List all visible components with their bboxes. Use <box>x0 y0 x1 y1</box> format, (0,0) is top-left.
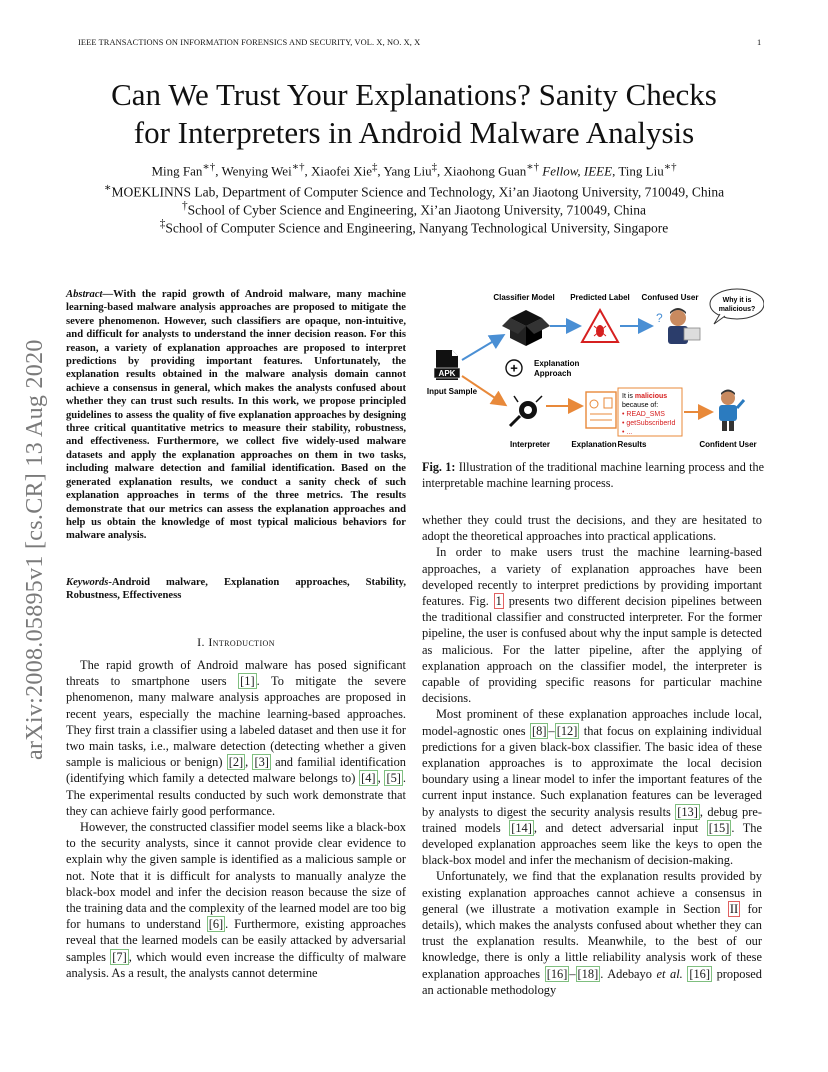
citation-link[interactable]: [7] <box>112 949 127 964</box>
citation-link[interactable]: [5] <box>386 771 401 786</box>
author-name: Ming Fan <box>151 163 203 179</box>
result-item-2: • getSubscriberId <box>622 420 676 427</box>
figure-reference-link[interactable]: 1 <box>495 594 502 609</box>
author-mark: ‡ <box>372 161 378 173</box>
abstract-text: —With the rapid growth of Android malware, many machine learning-based malware analysis approaches are proposed to mitigate the severe phenomenon. However, such classifiers are opaque, non-intuitive, and difficult for analysts to understand the inner decision reason. For this reason, a variety of explanation approaches are proposed to interpret predictions by providing important features. Unfortunately, the explanation results obtained in the malware analysis domain cannot achieve a consensus in general, which makes the analysts confused about whether they can trust such results. In this work, we propose principled guidelines to assess the quality of five explanation approaches by designing three critical quantitative metrics to measure their stability, robustness, and effectiveness. Furthermore, we collect five widely-used malware datasets and apply the explanation approaches on them in two tasks, including malware detection and familial identification. Based on the generated explanation results, we conduct a sanity check of such explanation approaches in terms of the three metrics. The results demonstrate that our metrics can assess the explanation approaches and help us obtain the knowledge of most typical malicious behaviors for malware analysis. <box>66 289 406 542</box>
affiliation-mark: † <box>181 200 188 212</box>
label-explanation-line-1: Explanation <box>534 359 580 368</box>
result-line-2: because of: <box>622 402 659 409</box>
keywords-text: -Android malware, Explanation approaches, Stability, Robustness, Effectiveness <box>66 577 406 602</box>
title-line-2: for Interpreters in Android Malware Analysis <box>133 115 695 150</box>
label-confident-user: Confident User <box>699 440 757 449</box>
page-number: 1 <box>757 38 762 47</box>
result-item-1: • READ_SMS <box>622 411 665 418</box>
section-number: I. <box>197 635 205 649</box>
affiliation-text: School of Cyber Science and Engineering, Xi’an Jiaotong University, 710049, China <box>187 202 647 218</box>
author-mark: ∗† <box>526 161 540 173</box>
section-reference-link[interactable]: II <box>729 901 739 916</box>
label-classifier-model: Classifier Model <box>493 293 555 302</box>
author-name: Ting Liu <box>618 163 664 179</box>
caption-label: Fig. 1: <box>422 460 456 474</box>
title-line-1: Can We Trust Your Explanations? Sanity Checks <box>111 77 717 112</box>
caption-text: Illustration of the traditional machine learning process and the interpretable machine learning process. <box>422 460 764 490</box>
citation-link[interactable]: [4] <box>361 771 376 786</box>
paragraph: However, the constructed classifier model seems like a black-box to the security analysts, since it cannot provide clear evidence to explain why the given sample is identified as a malicious sample or not. Note that it is difficult for analysts to manually analyze the black-box model and infer the decision reason because the size of the training data and the complexity of the learned model are too big for humans to understand [6] . Furthermore, existing approaches reveal that the learned models can be easily attacked by adversarial samples [7] , which would even increase the difficulty of malware analysis. As a result, the analysts cannot determine <box>66 820 406 980</box>
section-title: Introduction <box>208 635 275 649</box>
citation-link[interactable]: [18] <box>577 966 599 981</box>
results-document-icon <box>586 392 616 428</box>
label-results: Results <box>617 440 647 449</box>
result-card <box>618 388 682 436</box>
plus-sign: + <box>510 360 518 376</box>
citation-link[interactable]: [2] <box>228 755 244 770</box>
citation-link[interactable]: [8] <box>532 723 547 738</box>
author-mark: ∗† <box>202 161 216 173</box>
result-item-3: • ... <box>622 429 633 436</box>
affiliation-mark: ‡ <box>159 218 166 230</box>
bug-icon <box>582 310 618 342</box>
paragraph: whether they could trust the decisions, and they are hesitated to adopt the theoretical approaches into practical applications. <box>422 513 762 544</box>
confident-user-icon <box>719 390 744 432</box>
citation-link[interactable]: [13] <box>677 804 698 819</box>
citation-link[interactable]: [14] <box>511 820 532 835</box>
interpreter-icon <box>510 396 542 426</box>
author-list: Ming Fan∗†, Wenying Wei∗†, Xiaofei Xie‡, Yang Liu‡, Xiaohong Guan∗† Fellow, IEEE, Ting Liu∗† <box>151 161 677 179</box>
citation-link[interactable]: [12] <box>556 723 578 738</box>
confused-user-icon <box>656 308 700 344</box>
label-explanation-line-2: Approach <box>534 369 572 378</box>
author-mark: ∗† <box>291 161 305 173</box>
bubble-line-2: malicious? <box>718 306 756 313</box>
citation-link[interactable]: [16] <box>546 966 568 981</box>
right-column-body <box>422 512 762 998</box>
abstract <box>66 288 406 543</box>
keywords-label: Keywords <box>66 577 109 588</box>
paragraph: Unfortunately, we find that the explanation results provided by existing explanation approaches cannot achieve a consensus in general (we illustrate a motivation example in Section II for details), which makes the analysts confused about whether they can trust the explanation results. Meanwhile, to the best of our knowledge, there is only a little reliability analysis work of these explanation approaches [16] – [18] . Adebayo et al. [16] proposed an actionable methodology <box>422 869 762 997</box>
author-name: Yang Liu <box>383 163 432 179</box>
citation-link[interactable]: [15] <box>708 820 730 835</box>
author-mark: ∗† <box>663 161 677 173</box>
running-header: IEEE TRANSACTIONS ON INFORMATION FORENSICS AND SECURITY, VOL. X, NO. X, X <box>78 38 421 47</box>
citation-link[interactable]: [6] <box>208 917 224 932</box>
paragraph: Most prominent of these explanation approaches include local, model-agnostic ones [8] – [12] that focus on explaining individual predictions for a given black-box classifier. The basic idea of these explanation approaches is to approximate the local decision boundary using a linear model to infer the important features of the current input instance. Such explanation features can be leveraged by analysts to digest the security analysis results [13] , debug pre-trained models [14] , and detect adversarial input [15] . The developed explanation approaches seem like the keys to open the black-box model and infer the mechanism of decision-making. <box>422 707 762 868</box>
author-name: Wenying Wei <box>221 163 292 179</box>
author-name: Xiaofei Xie <box>310 163 372 179</box>
author-mark: ‡ <box>431 161 438 173</box>
affiliation-mark: ∗ <box>103 182 112 194</box>
paragraph: In order to make users trust the machine learning-based approaches, a variety of explanation approaches have been developed recently to interpret predictions by providing important features. Fig. 1 presents two different decision pipelines between the traditional classifier and constructed interpreter. For the former pipeline, the user is confused about why the input sample is detected as malicious. For the latter pipeline, after the applying of explanation approach on the classifier model, the interpreter is capable of providing specific reasons for particular machine decisions. <box>422 545 762 706</box>
affiliation-text: School of Computer Science and Engineering, Nanyang Technological University, Singapore <box>165 220 669 236</box>
figure-caption <box>422 459 764 491</box>
abstract-label: Abstract <box>66 289 103 300</box>
affiliation-3 <box>0 215 828 238</box>
result-line-1: It is malicious <box>622 393 668 400</box>
label-interpreter: Interpreter <box>509 440 551 449</box>
arrow-to-classifier <box>462 336 502 360</box>
speech-bubble <box>710 289 764 324</box>
citation-link[interactable]: [3] <box>254 755 269 770</box>
arxiv-identifier[interactable]: arXiv:2008.05895v1 [cs.CR] 13 Aug 2020 <box>22 339 48 760</box>
label-explanation: Explanation <box>571 440 617 449</box>
apk-label: APK <box>438 369 456 378</box>
paper-title <box>0 76 828 152</box>
author-fellow-note: Fellow, IEEE <box>542 163 613 179</box>
label-confused-user: Confused User <box>641 293 699 302</box>
question-mark-icon: ? <box>656 311 663 325</box>
section-heading <box>66 635 406 650</box>
bubble-line-1: Why it is <box>722 297 752 304</box>
citation-link[interactable]: [16] <box>689 966 710 981</box>
affiliation-text: MOEKLINNS Lab, Department of Computer Science and Technology, Xi’an Jiaotong University, 710049, China <box>111 184 725 200</box>
citation-link[interactable]: [1] <box>240 674 255 689</box>
paragraph: The rapid growth of Android malware has posed significant threats to smartphone users [1] . To mitigate the severe phenomenon, many malware analysis approaches are proposed in recent years, especially the machine learning-based approaches. They first train a classifier using a labeled dataset and then use it for two main tasks, i.e., malware detection (detecting whether a given sample is malicious or benign) [2] , [3] and familial identification (identifying which family a detected malware belongs to) [4] , [5] . The experimental results conducted by such work demonstrate that they can achieve fairly good performance. <box>66 658 407 818</box>
label-input-sample: Input Sample <box>426 387 478 396</box>
figure-1-diagram <box>422 284 764 456</box>
left-column-body <box>66 657 406 981</box>
apk-file-icon <box>434 350 460 380</box>
author-name: Xiaohong Guan <box>443 163 527 179</box>
keywords <box>66 576 406 603</box>
label-predicted-label: Predicted Label <box>570 293 630 302</box>
black-box-icon <box>502 310 550 346</box>
